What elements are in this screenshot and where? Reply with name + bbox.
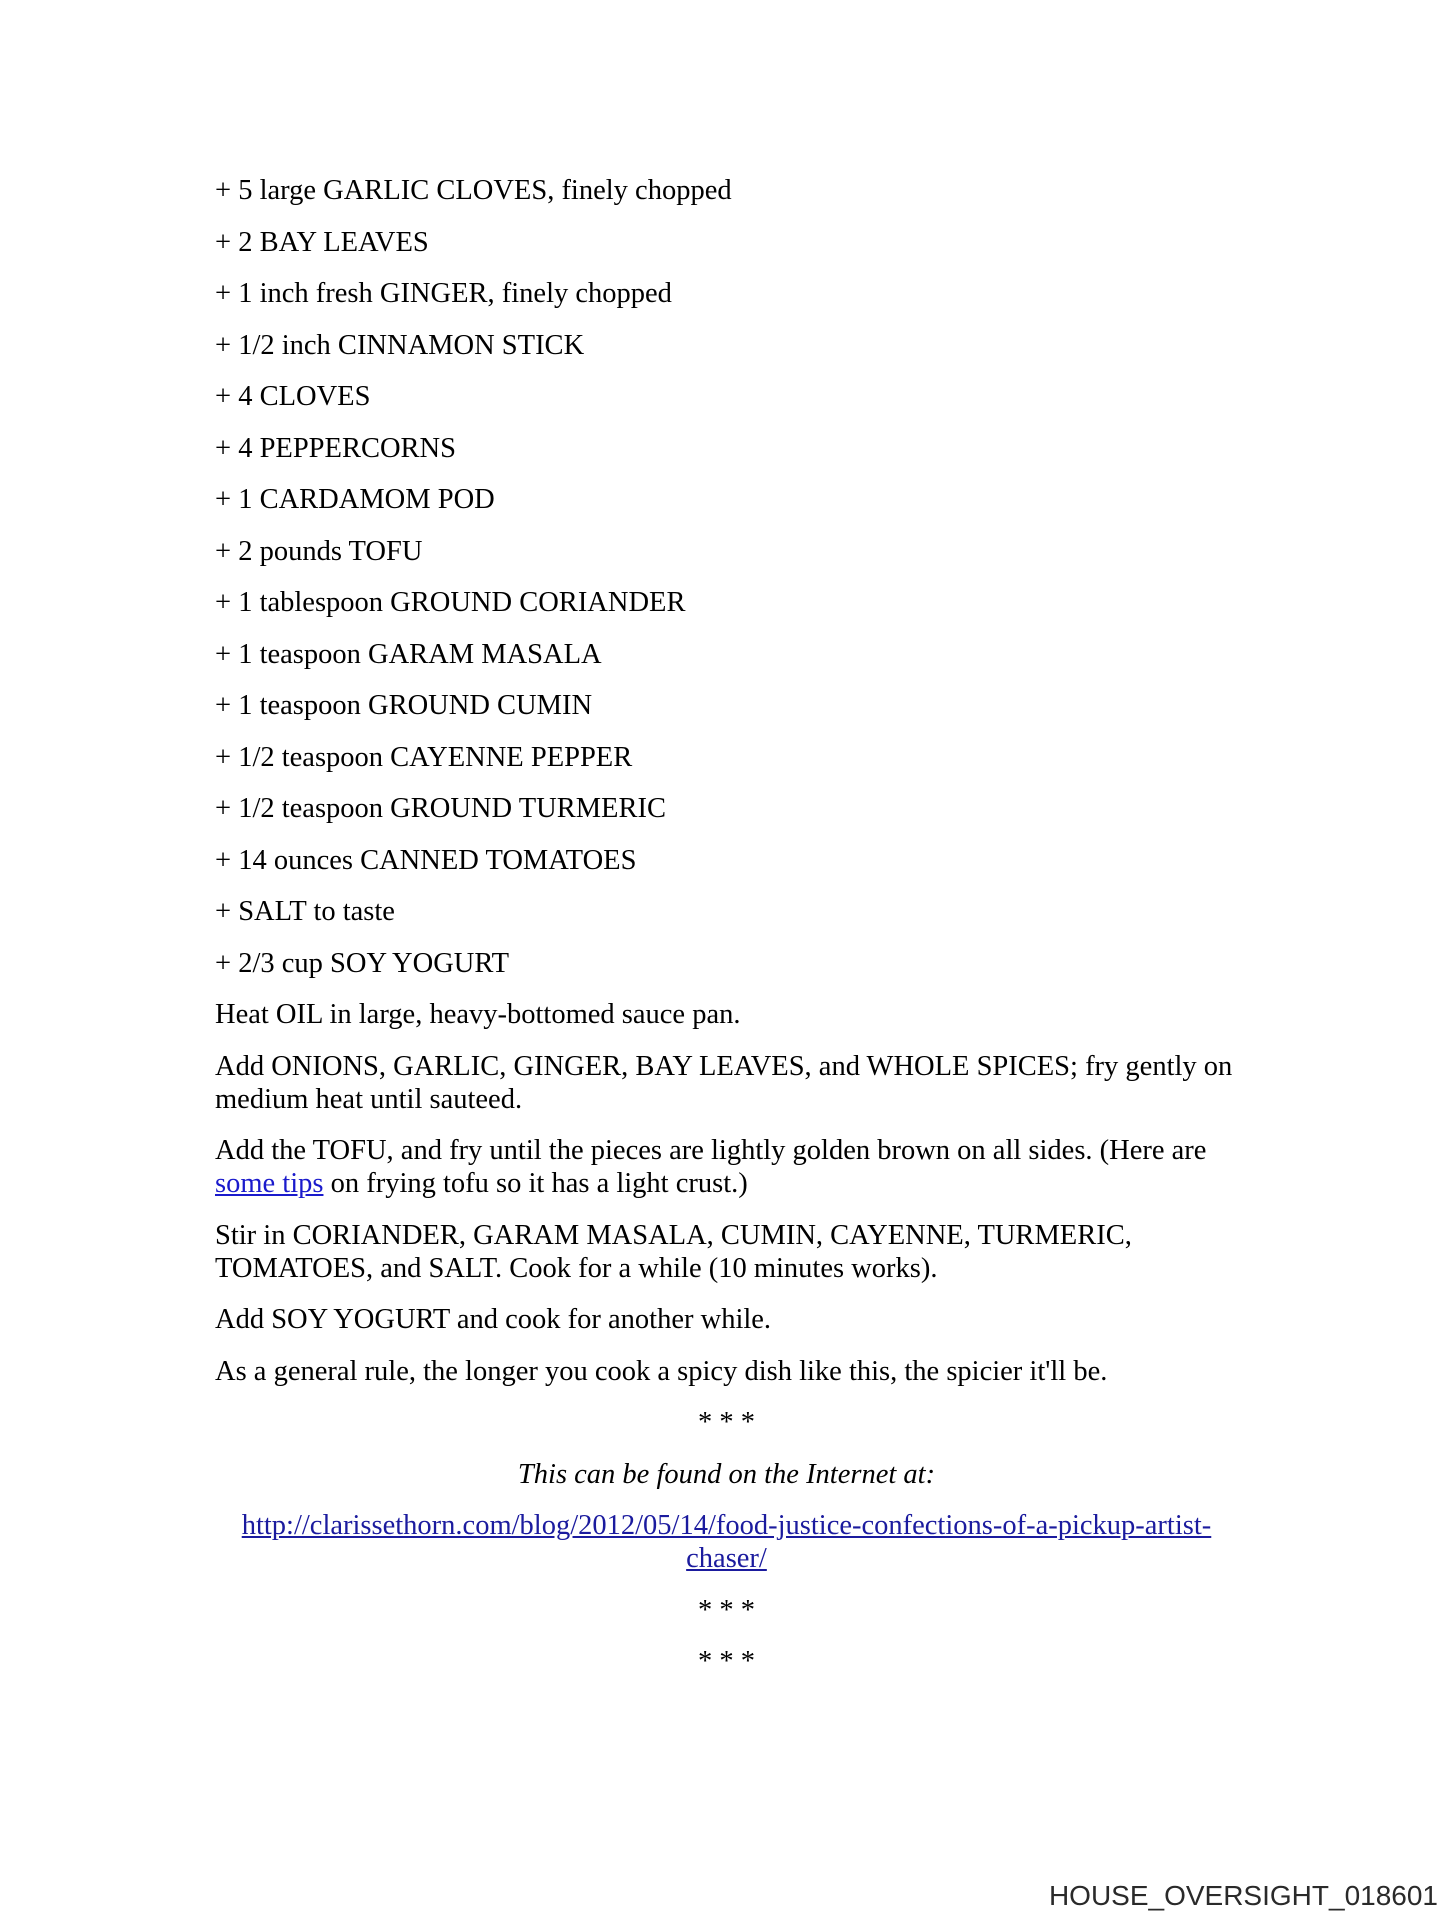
instruction-text: TOMATOES, and SALT. Cook for a while (10 minutes works). [215,1252,938,1284]
ingredient-text: + 5 large GARLIC CLOVES, finely chopped [215,175,732,206]
instruction-add-yogurt [215,1303,1238,1336]
ingredient-text: + 4 CLOVES [215,381,371,412]
instruction-add-onions [215,1050,1238,1116]
ingredient-text: + 2 pounds TOFU [215,535,423,567]
star-separator-2 [215,1594,1238,1627]
ingredient-item [215,895,1238,928]
ingredient-item [215,792,1238,825]
instruction-text: Add ONIONS, GARLIC, GINGER, BAY LEAVES, and WHOLE SPICES; fry gently on [215,1050,1233,1082]
instruction-add-tofu [215,1134,1238,1200]
ingredient-text: + 2/3 cup SOY YOGURT [215,947,510,979]
instruction-text: Add the TOFU, and fry until the pieces are lightly golden brown on all sides. (Here are [215,1135,1207,1166]
instruction-text [215,1167,1238,1200]
ingredient-item [215,689,1238,722]
ingredient-text: + 1 inch fresh GINGER, finely chopped [215,278,672,309]
ingredient-item [215,741,1238,774]
star-separator-1 [215,1406,1238,1439]
ingredient-text: + 1 CARDAMOM POD [215,484,495,515]
ingredient-text: + 1 tablespoon GROUND CORIANDER [215,587,686,618]
ingredient-text: + 1 teaspoon GROUND CUMIN [215,690,593,721]
ingredient-item [215,174,1238,207]
separator-text: * * * [698,1594,755,1626]
ingredient-item [215,844,1238,877]
ingredient-item [215,277,1238,310]
instruction-text: Heat OIL in large, heavy-bottomed sauce pan. [215,999,741,1030]
ingredient-text: + 14 ounces CANNED TOMATOES [215,844,637,876]
source-url-line-1[interactable]: http://clarissethorn.com/blog/2012/05/14/food-justice-confections-of-a-pickup-artist- [241,1510,1212,1541]
source-intro-text: This can be found on the Internet at: [517,1458,936,1490]
ingredient-item [215,535,1238,568]
instruction-text: As a general rule, the longer you cook a spicy dish like this, the spicier it'll be. [215,1355,1108,1387]
ingredient-text: + 1 teaspoon GARAM MASALA [215,638,602,670]
ingredient-item [215,638,1238,671]
ingredient-item [215,432,1238,465]
instruction-general-rule [215,1355,1238,1388]
source-url-link[interactable] [215,1509,1238,1575]
bates-number: HOUSE_OVERSIGHT_018601 [1048,1880,1438,1911]
ingredient-item [215,586,1238,619]
ingredient-item [215,226,1238,259]
ingredient-item [215,483,1238,516]
instruction-heat-oil [215,998,1238,1031]
some-tips-link[interactable]: some tips [215,1168,324,1199]
star-separator-3 [215,1645,1238,1678]
source-url-line-2[interactable]: chaser/ [686,1543,767,1574]
ingredient-text: + 1/2 inch CINNAMON STICK [215,329,585,361]
ingredient-text: + 2 BAY LEAVES [215,226,429,258]
instruction-stir-in [215,1219,1238,1285]
ingredient-text: + 4 PEPPERCORNS [215,432,456,464]
instruction-text: Add SOY YOGURT and cook for another while. [215,1304,772,1335]
instruction-text: Stir in CORIANDER, GARAM MASALA, CUMIN, CAYENNE, TURMERIC, [215,1219,1132,1251]
separator-text: * * * [698,1407,755,1438]
instruction-text-rest: on frying tofu so it has a light crust.) [323,1168,748,1199]
ingredient-text: + SALT to taste [215,896,395,927]
ingredient-text: + 1/2 teaspoon GROUND TURMERIC [215,793,666,824]
ingredient-item [215,329,1238,362]
source-intro [215,1458,1238,1491]
instruction-text: medium heat until sauteed. [215,1083,523,1115]
separator-text: * * * [698,1646,755,1677]
ingredient-item [215,380,1238,413]
ingredient-text: + 1/2 teaspoon CAYENNE PEPPER [215,741,633,773]
ingredient-item [215,947,1238,980]
